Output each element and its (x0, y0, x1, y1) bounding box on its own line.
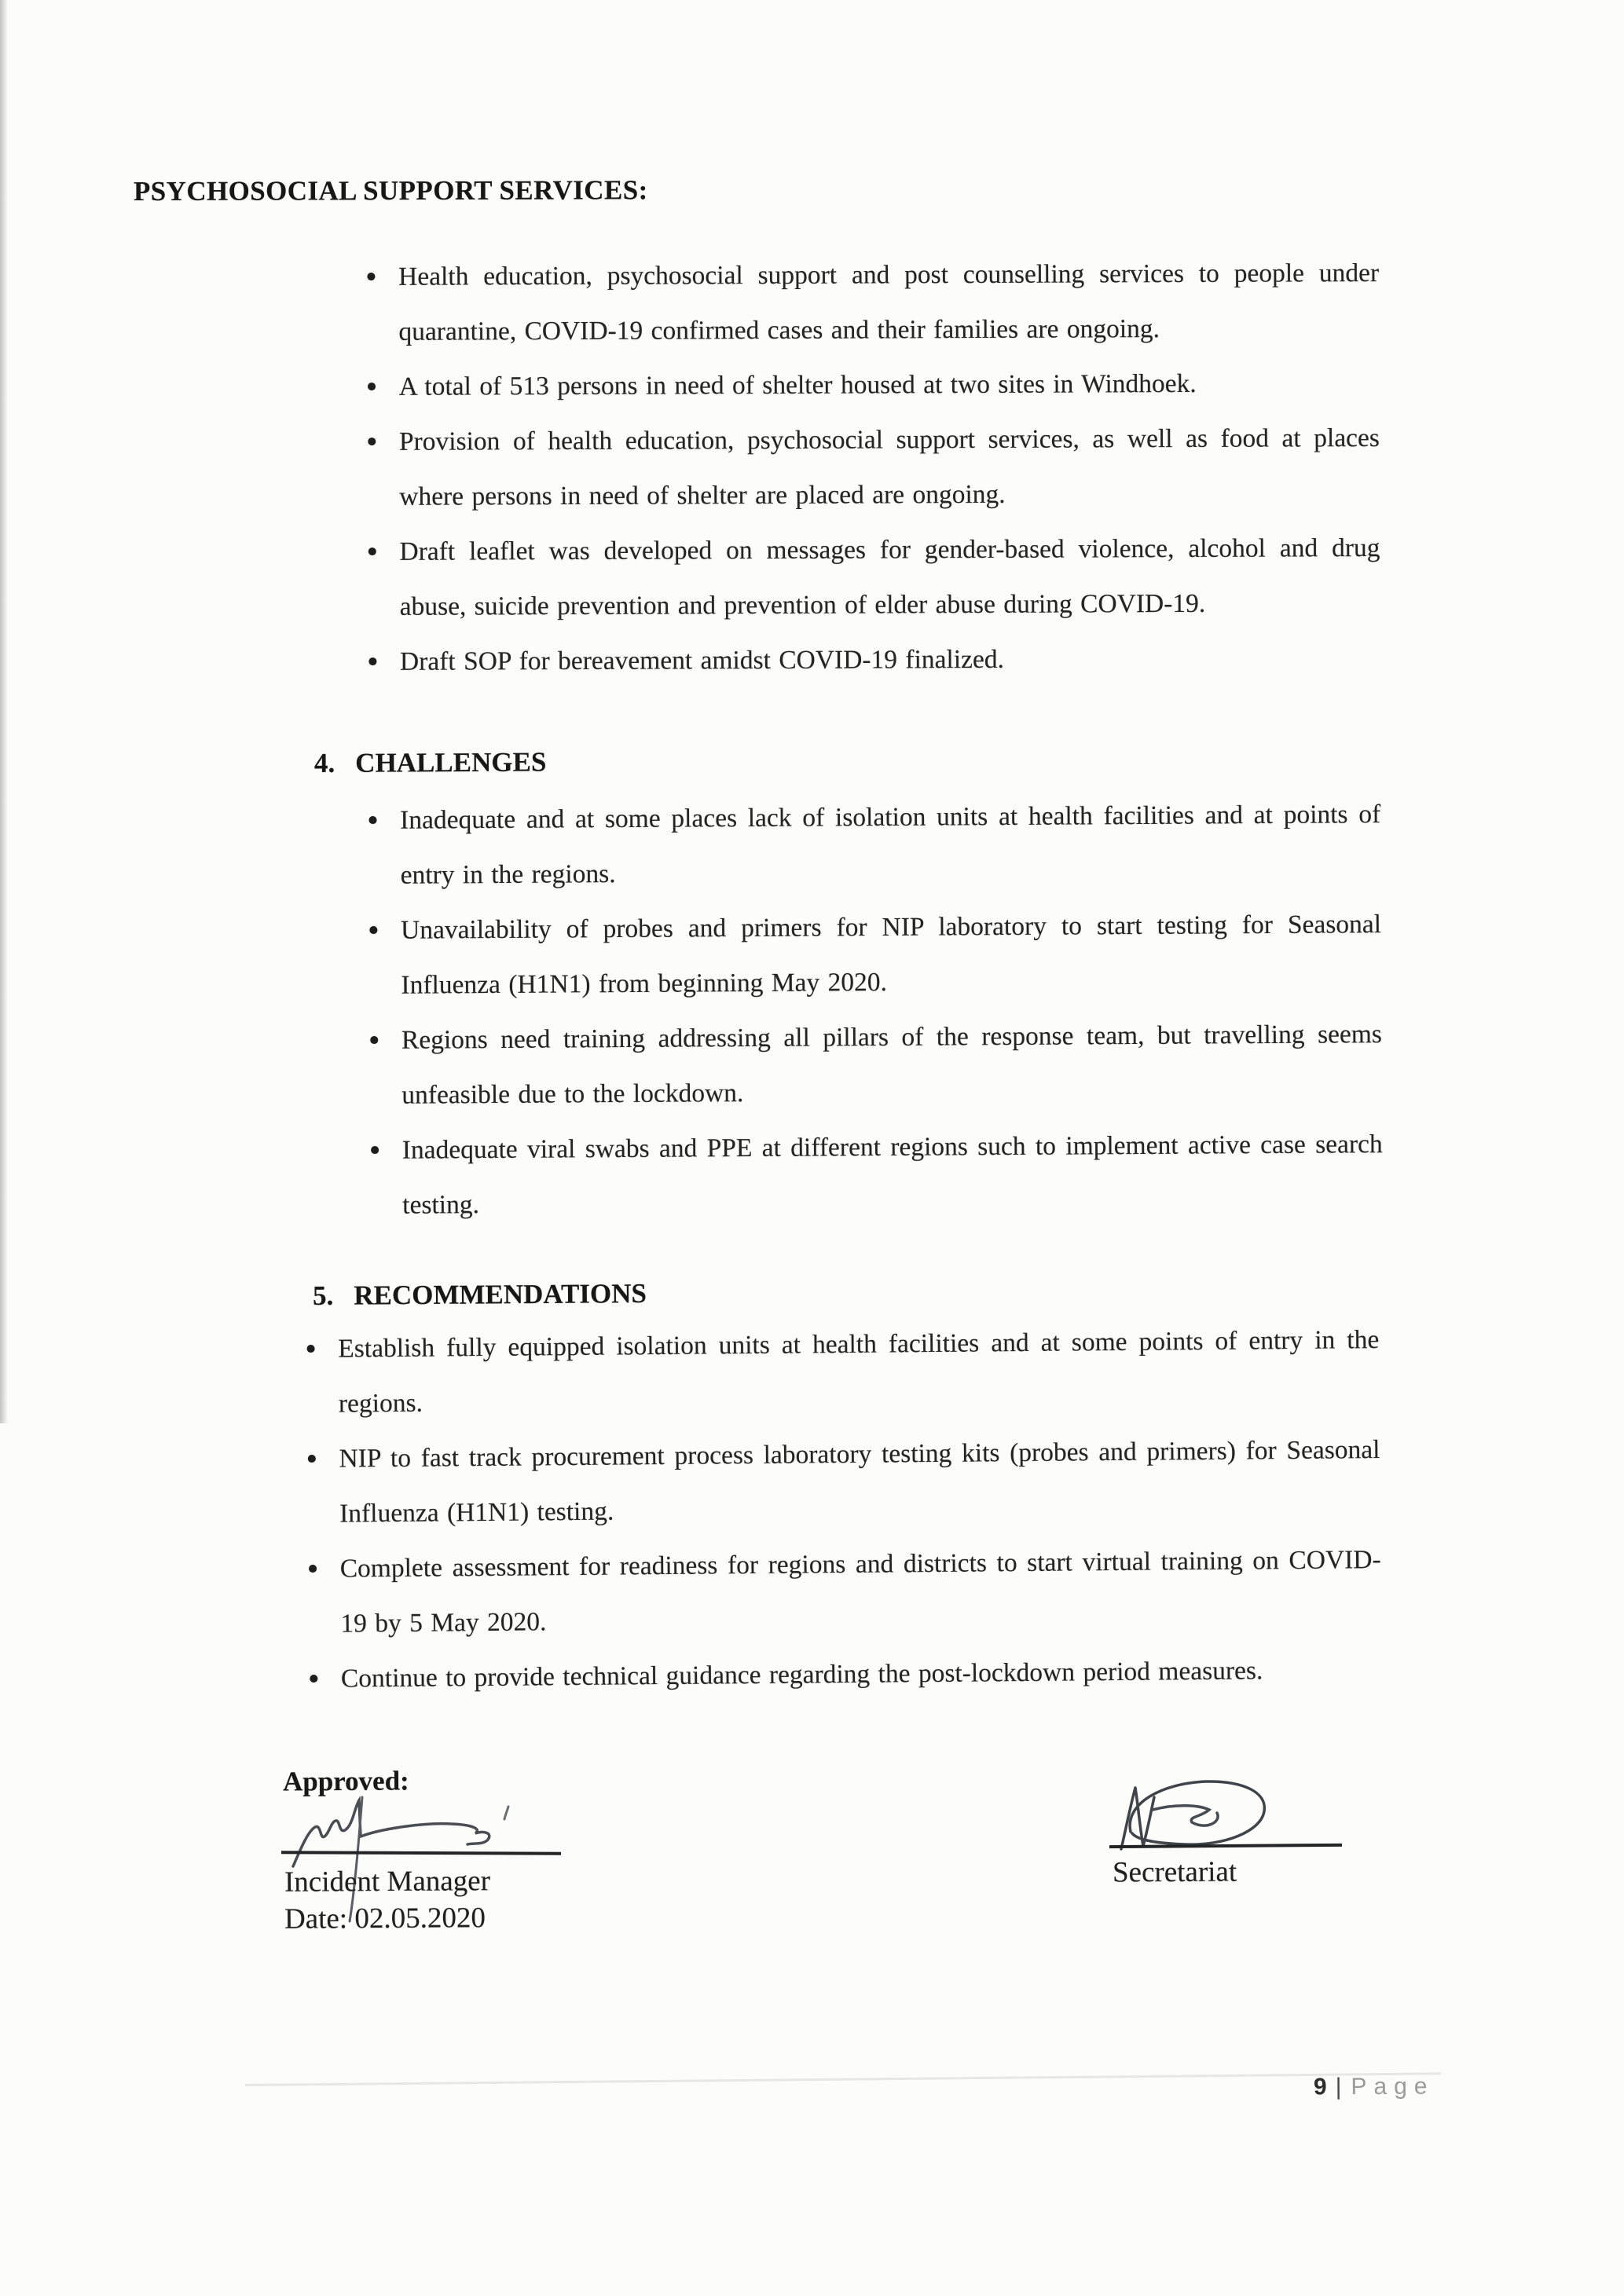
bullet-text: Continue to provide technical guidance regarding the post-lockdown period measures. (340, 1656, 1263, 1694)
section-heading-challenges (314, 746, 547, 779)
list-item (306, 1642, 1383, 1707)
section-number: 4. (313, 747, 335, 778)
recommendations-bullet-list (303, 1313, 1382, 1707)
bullet-icon (367, 793, 398, 851)
incident-manager-title: Incident Manager (284, 1865, 491, 1899)
bullet-icon (368, 1013, 400, 1071)
list-item (366, 897, 1382, 1013)
bullet-icon (366, 415, 398, 472)
bullet-text: Inadequate viral swabs and PPE at different regions such to implement active case search testing. (401, 1130, 1383, 1220)
bullet-text: Draft SOP for bereavement amidst COVID-19 finalized. (399, 644, 1005, 676)
page-number: 9 (1313, 2074, 1328, 2100)
list-item (304, 1423, 1380, 1542)
bullet-icon (366, 525, 398, 582)
section-title: RECOMMENDATIONS (354, 1278, 647, 1311)
section-title: CHALLENGES (355, 746, 547, 778)
bullet-text: Draft leaflet was developed on messages for gender-based violence, alcohol and drug abuse, suicide prevention and prevention of elder abuse during COVID-19. (399, 533, 1380, 621)
footer-divider (245, 2072, 1441, 2086)
approval-date: Date: 02.05.2020 (284, 1902, 486, 1935)
secretariat-title: Secretariat (1112, 1855, 1237, 1889)
support-services-bullet-list (364, 246, 1380, 690)
bullet-text: Unavailability of probes and primers for NIP laboratory to start testing for Seasonal Influenza (H1N1) from beginning May 2020. (400, 910, 1382, 1000)
list-item (365, 521, 1380, 635)
footer-separator: | (1335, 2074, 1342, 2100)
list-item (365, 787, 1381, 903)
bullet-text: Regions need training addressing all pillars of the response team, but travelling seems unfeasible due to the lockdown. (401, 1020, 1383, 1110)
bullet-icon (308, 1652, 340, 1709)
bullet-text: Provision of health education, psychosocial support services, as well as food at places where persons in need of shelter are placed are ongoing. (398, 423, 1380, 511)
list-item (365, 411, 1380, 525)
list-item (365, 631, 1380, 690)
bullet-text: Establish fully equipped isolation units at health facilities and at some points of entry in the regions. (338, 1325, 1380, 1419)
page-footer (1314, 2074, 1435, 2101)
bullet-icon (368, 903, 399, 961)
bullet-icon (365, 250, 397, 307)
bullet-text: Health education, psychosocial support and post counselling services to people under quarantine, COVID-19 confirmed cases and their families are ongoing. (398, 258, 1380, 346)
bullet-icon (367, 635, 398, 692)
list-item (368, 1117, 1384, 1233)
bullet-icon (366, 360, 398, 417)
list-item (364, 246, 1380, 360)
bullet-icon (305, 1322, 337, 1379)
list-item (303, 1313, 1380, 1432)
challenges-bullet-list (365, 787, 1383, 1233)
bullet-icon (369, 1123, 401, 1181)
footer-page-word: Page (1351, 2073, 1435, 2100)
section-number: 5. (312, 1280, 334, 1311)
list-item (305, 1532, 1381, 1652)
bullet-icon (306, 1542, 339, 1599)
approved-label: Approved: (282, 1765, 409, 1797)
page-title: PSYCHOSOCIAL SUPPORT SERVICES: (133, 174, 648, 207)
bullet-icon (306, 1432, 338, 1489)
section-heading-recommendations (313, 1278, 647, 1312)
list-item (365, 356, 1380, 415)
bullet-text: NIP to fast track procurement process laboratory testing kits (probes and primers) for Seasonal Influenza (H1N1) testing. (339, 1435, 1380, 1529)
list-item (367, 1007, 1383, 1123)
scan-edge-shadow (0, 0, 8, 1423)
bullet-text: A total of 513 persons in need of shelter housed at two sites in Windhoek. (398, 368, 1197, 401)
bullet-text: Inadequate and at some places lack of isolation units at health facilities and at points of entry in the regions. (400, 800, 1381, 890)
bullet-text: Complete assessment for readiness for regions and districts to start virtual training on COVID-19 by 5 May 2020. (339, 1545, 1381, 1639)
